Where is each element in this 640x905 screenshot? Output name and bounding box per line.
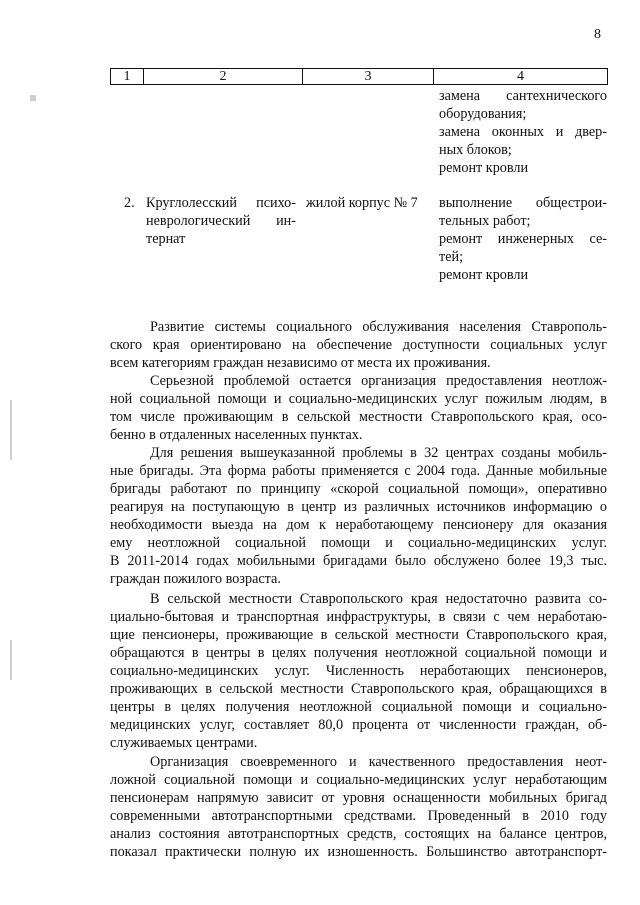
paragraph-line: служиваемых центрами. — [110, 735, 258, 751]
institution-name-line: Круглолесский психо- — [146, 195, 296, 211]
paragraph-line: необходимости выезда на дом к неработающему пенсионеру для оказания — [110, 517, 607, 533]
scan-mark — [10, 400, 12, 460]
paragraph-line: социально-медицинских услуг. Численность неработающих пенсионеров, — [110, 663, 607, 679]
paragraph-line: ему неотложной социальной помощи и социально-медицинских услуг. — [110, 535, 607, 551]
paragraph-line: циально-бытовая и транспортная инфраструктуры, в связи с чем неработаю- — [110, 609, 607, 625]
paragraph-line: Организация своевременного и качественного предоставления неот- — [150, 754, 607, 770]
table-cell-line: ных блоков; — [439, 142, 512, 158]
paragraph-line: щие пенсионеры, проживающие в сельской местности Ставропольского края, — [110, 627, 607, 643]
paragraph-line: центры в целях получения неотложной социальной помощи и социально- — [110, 699, 607, 715]
paragraph-line: граждан пожилого возраста. — [110, 571, 281, 587]
paragraph-line: анализ состояния автотранспортных средств, состоящих на балансе центров, — [110, 826, 607, 842]
paragraph-line: проживающих в сельской местности Ставропольского края, обращающихся в — [110, 681, 607, 697]
paragraph-line: ной социальной помощи и социально-медицинских услуг пожилым людям, в — [110, 391, 607, 407]
scan-mark — [10, 640, 12, 680]
paragraph-line: медицинских услуг, составляет 80,0 процента от численности граждан, об- — [110, 717, 607, 733]
paragraph-line: ные бригады. Эта форма работы применяется с 2004 года. Данные мобильные — [110, 463, 607, 479]
paragraph-line: бригады работают по принципу «скорой социальной помощи», оперативно — [110, 481, 607, 497]
paragraph-line: пенсионерам напрямую зависит от уровня оснащенности мобильных бригад — [110, 790, 607, 806]
paragraph-line: Развитие системы социального обслуживания населения Ставрополь- — [150, 319, 607, 335]
table-header-cell: 1 — [111, 69, 144, 84]
work-line: ремонт кровли — [439, 267, 529, 283]
institution-name-line: тернат — [146, 231, 186, 247]
paragraph-line: В 2011-2014 годах мобильными бригадами было обслужено более 19,3 тыс. — [110, 553, 607, 569]
paragraph-line: Для решения вышеуказанной проблемы в 32 центрах созданы мобиль- — [150, 445, 607, 461]
table-cell-line: ремонт кровли — [439, 160, 529, 176]
object-name: жилой корпус № 7 — [306, 195, 418, 211]
table-header-row — [110, 68, 608, 85]
institution-name-line: неврологический ин- — [146, 213, 296, 229]
row-number: 2. — [124, 195, 135, 211]
table-cell-line: оборудования; — [439, 106, 527, 122]
work-line: тей; — [439, 249, 464, 265]
paragraph-line: том числе проживающим в сельской местности Ставропольского края, осо- — [110, 409, 607, 425]
work-line: тельных работ; — [439, 213, 531, 229]
paragraph-line: ложной социальной помощи и социально-медицинских услуг неработающим — [110, 772, 607, 788]
scan-mark — [30, 95, 36, 101]
paragraph-line: обращаются в центры в целях получения неотложной социальной помощи и — [110, 645, 607, 661]
paragraph-line: В сельской местности Ставропольского края недостаточно развита со- — [150, 591, 607, 607]
table-header-cell: 3 — [303, 69, 434, 84]
paragraph-line: реагируя на поступающую в центр из различных источников информацию о — [110, 499, 607, 515]
paragraph-line: современными автотранспортными средствами. Проведенный в 2010 году — [110, 808, 607, 824]
table-cell-line: замена оконных и двер- — [439, 124, 607, 140]
paragraph-line: показал практически полную их изношенность. Большинство автотранспорт- — [110, 844, 607, 860]
page-number: 8 — [594, 27, 601, 42]
table-header-cell: 2 — [144, 69, 303, 84]
work-line: выполнение общестрои- — [439, 195, 607, 211]
work-line: ремонт инженерных се- — [439, 231, 607, 247]
table-cell-line: замена сантехнического — [439, 88, 607, 104]
table-header-cell: 4 — [517, 69, 524, 84]
paragraph-line: Серьезной проблемой остается организация предоставления неотлож- — [150, 373, 607, 389]
paragraph-line: бенно в отдаленных населенных пунктах. — [110, 427, 363, 443]
paragraph-line: всем категориям граждан независимо от места их проживания. — [110, 355, 491, 371]
paragraph-line: ского края ориентировано на обеспечение доступности социальных услуг — [110, 337, 607, 353]
